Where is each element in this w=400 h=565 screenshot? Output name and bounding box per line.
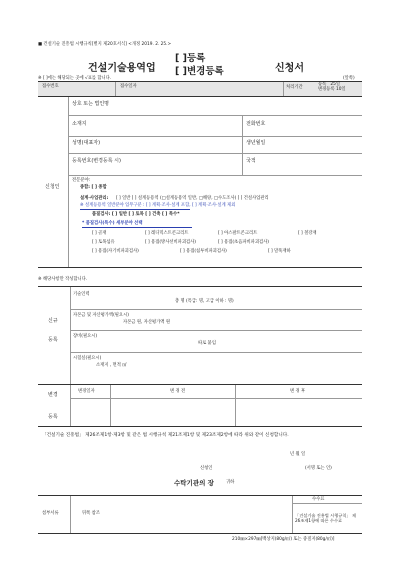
specialty-field-title: 전문분야: — [72, 178, 91, 183]
quality-inspection-options: 품질검사: [ ] 일반 [ ] 토목 [ ] 건축 [ ] 특수* — [92, 212, 180, 217]
processing-period-label: 처리기간 — [286, 85, 303, 90]
page-side-label: (앞쪽) — [343, 76, 355, 81]
paper-spec: 210㎜×297㎜[백상지(80g/㎡) 또는 중질지(80g/㎡)] — [232, 537, 335, 542]
technical-staff-title: 기술인력 — [73, 292, 90, 297]
form-header-note: ■ 건설기술 진흥법 시행규칙[별지 제20호서식] <개정 2019. 2. 25.> — [38, 42, 172, 47]
design-subfield-note: ※ 설계등용역 일반분야 업무구분 : [ ] 계획·조사·설계 포함, [ ] 계획·조사·설계 제외 — [80, 203, 236, 208]
special-option-weld-magnetic: [ ] 용접(자기비파괴검사) — [92, 249, 139, 254]
attachments-value: 뒤쪽 참조 — [82, 511, 100, 516]
new-registration-label-1: 신규 — [48, 318, 58, 324]
new-registration-label-2: 등록 — [48, 337, 58, 343]
special-option-geotextile: [ ] 토목섬유 — [92, 240, 115, 245]
birth-date-label: 생년월일 — [246, 140, 266, 146]
optional-fields-note: ※ 해당사항만 작성합니다. — [38, 277, 88, 282]
date-line: 년 월 일 — [290, 452, 306, 457]
design-field-options: [ ] 일반 [ ] 설계등용역 (□설계등용역 일반, □해양, □수도조사) [ ] 건설사업관리 — [116, 196, 269, 201]
representative-name-label: 성명(대표자) — [72, 140, 101, 146]
before-change-header: 변 경 전 — [170, 389, 186, 394]
change-registration-label-2: 등록 — [48, 414, 58, 420]
nationality-label: 국적 — [246, 158, 256, 164]
special-option-asphalt: [ ] 아스팔트콘크리트 — [218, 231, 258, 236]
after-change-header: 변 경 후 — [290, 389, 306, 394]
signer-label: 신청인 — [200, 466, 213, 471]
test-lab-line: 소재지 , 면적 ㎡ — [96, 363, 127, 368]
addressee: 수탁기관의 장 — [174, 479, 214, 487]
form-title: 건설기술용역업 — [88, 63, 156, 74]
special-option-weld-ultrasonic: [ ] 용접(초음파비파괴검사) — [218, 240, 269, 245]
company-name-label: 상호 또는 법인명 — [72, 101, 109, 107]
receipt-row — [38, 82, 362, 96]
special-option-steel: [ ] 철강재 — [298, 231, 317, 236]
applicant-section-label: 신청인 — [45, 184, 60, 190]
design-field-label: 설계·사업관리: — [80, 196, 109, 201]
fee-label: 수수료 — [312, 497, 325, 502]
address-label: 소재지 — [72, 121, 87, 127]
equipment-title: 장비(필요시) — [73, 334, 98, 339]
processing-period-value: 등록 25일 변경등록 10일 — [318, 82, 346, 92]
special-option-pile-load: [ ] 말뚝재하 — [268, 249, 291, 254]
receipt-number-label: 접수번호 — [42, 84, 59, 89]
fee-value: 「건설기술 진흥법 시행규칙」 제26조제1항에 따른 수수료 — [295, 513, 356, 523]
special-option-ready-mix: [ ] 레디믹스트콘크리트 — [145, 231, 189, 236]
receipt-date-label: 접수일자 — [120, 84, 137, 89]
attachments-label: 첨부서류 — [42, 511, 59, 516]
registration-number-label: 등록번호(변경등록 시) — [72, 158, 121, 164]
change-registration-label-1: 변경 — [48, 392, 58, 398]
form-title-suffix: 신청서 — [275, 63, 304, 74]
capital-title: 자본금 및 자산평가액(필요시) — [73, 313, 129, 318]
application-statement: 「건설기술 진흥법」 제26조제1항·제3항 및 같은 법 시행규칙 제21조제1항 및 제23조제2항에 따라 위와 같이 신청합니다. — [42, 433, 289, 438]
title-option-register: [ ]등록 — [175, 53, 206, 64]
title-option-change: [ ]변경등록 — [175, 66, 224, 77]
capital-line: 자본금 원, 자산평가액 원 — [123, 320, 170, 325]
special-inspection-title: * 품질검사(특수) 세부분야 선택 — [82, 221, 143, 226]
equipment-line: 따로 붙임 — [198, 341, 216, 346]
special-option-weld-penetrant: [ ] 용접(침투비파괴검사) — [180, 249, 227, 254]
phone-label: 전화번호 — [246, 121, 266, 127]
technical-staff-line: 총 명 (특급: 명, 고급 이하 : 명) — [175, 299, 234, 304]
special-option-weld-radiographic: [ ] 용접(방사선비파괴검사) — [145, 240, 196, 245]
checkbox-instruction: ※ [ ]에는 해당되는 곳에 √표를 합니다. — [38, 76, 112, 81]
signature-note: (서명 또는 인) — [305, 466, 332, 471]
addressee-suffix: 귀하 — [226, 480, 235, 485]
general-field-option: 종합: [ ] 종합 — [80, 185, 107, 190]
test-lab-title: 시험실(필요시) — [73, 356, 102, 361]
change-date-header: 변경일자 — [78, 389, 95, 394]
special-option-aggregate: [ ] 골재 — [92, 231, 107, 236]
